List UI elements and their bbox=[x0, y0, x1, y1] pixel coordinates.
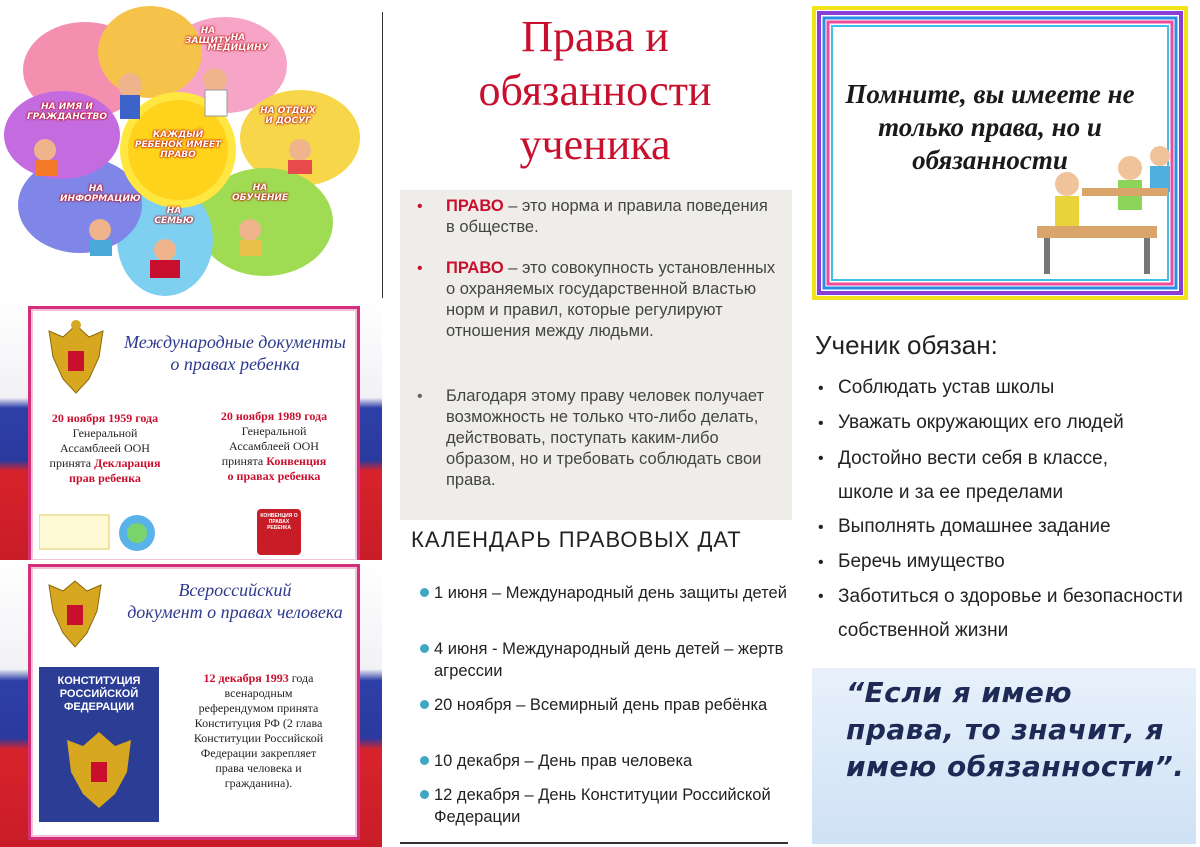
calendar-title: КАЛЕНДАРЬ ПРАВОВЫХ ДАТ bbox=[411, 527, 742, 552]
column-divider bbox=[382, 12, 383, 298]
rights-flower-illustration bbox=[0, 0, 380, 298]
bullet-icon bbox=[420, 694, 433, 716]
constitution-1993-text: 12 декабря 1993 года всенародным референдумом принята Конституция РФ (2 глава Конституции Российской Федерации закрепляет права человека и гражданина). bbox=[193, 671, 324, 790]
obligation-item: • Беречь имущество bbox=[818, 545, 1196, 580]
obligation-item: • Соблюдать устав школы bbox=[818, 371, 1196, 406]
constitution-book-cover bbox=[39, 667, 159, 822]
constitution-title: Всероссийский документ о правах человека bbox=[127, 580, 343, 622]
obligation-item: • Достойно вести себя в классе, школе и за ее пределами bbox=[818, 442, 1196, 510]
calendar-item: 20 ноября – Всемирный день прав ребёнка bbox=[420, 694, 790, 738]
constitution-slide bbox=[0, 560, 382, 847]
petal-label-medicine: НА МЕДИЦИНУ bbox=[207, 33, 269, 53]
obligation-item: • Заботиться о здоровье и безопасности собственной жизни bbox=[818, 580, 1196, 648]
bullet-icon: • bbox=[417, 198, 423, 215]
international-documents-card bbox=[28, 306, 360, 560]
reminder-text: Помните, вы имеете не только права, но и обязанности bbox=[845, 79, 1135, 175]
bullet-icon bbox=[420, 784, 433, 806]
bullet-icon: • bbox=[818, 588, 824, 605]
coat-of-arms-icon bbox=[43, 573, 107, 653]
bullet-icon: • bbox=[417, 260, 423, 277]
coat-of-arms-icon bbox=[39, 714, 159, 814]
calendar-item: 4 июня - Международный день детей – жертв агрессии bbox=[420, 638, 795, 682]
declaration-1959: 20 ноября 1959 года Генеральной Ассамблеей ООН принята Декларация прав ребенка bbox=[49, 411, 161, 485]
bottom-divider bbox=[400, 842, 788, 844]
obligation-item: • Выполнять домашнее задание bbox=[818, 510, 1196, 545]
bullet-icon: • bbox=[818, 519, 824, 536]
children-globe-icon bbox=[39, 509, 159, 553]
petal-label-protection: НА ЗАЩИТУ bbox=[185, 26, 231, 46]
calendar-item: 1 июня – Международный день защиты детей bbox=[420, 582, 795, 604]
petal-label-information: НА ИНФОРМАЦИЮ bbox=[60, 184, 141, 204]
bullet-icon: • bbox=[818, 415, 824, 432]
obligation-item: • Уважать окружающих его людей bbox=[818, 406, 1196, 441]
bullet-icon bbox=[420, 582, 433, 604]
intl-docs-title: Международные документы о правах ребенка bbox=[124, 332, 346, 374]
constitution-book-title: КОНСТИТУЦИЯ РОССИЙСКОЙ ФЕДЕРАЦИИ bbox=[57, 675, 141, 713]
obligations-title: Ученик обязан: bbox=[815, 330, 998, 360]
bullet-icon: • bbox=[818, 450, 824, 467]
constitution-card bbox=[28, 564, 360, 840]
bullet-icon: • bbox=[818, 554, 824, 571]
convention-1989: 20 ноября 1989 года Генеральной Ассамблеей ООН принята Конвенция о правах ребенка bbox=[220, 409, 328, 483]
rights-definition-2: • ПРАВО – это совокупность установленных о охраняемых государственной властью норм и правил, которые регулируют отношения между людьми. bbox=[417, 259, 776, 340]
rights-definition-3: • Благодаря этому праву человек получает возможность не только что-либо делать, действовать, поступать каким-либо образом, но и требовать соблюдать свои права. bbox=[417, 387, 765, 489]
petal-label-leisure: НА ОТДЫХ И ДОСУГ bbox=[260, 106, 316, 126]
petal-label-education: НА ОБУЧЕНИЕ bbox=[232, 183, 289, 203]
convention-book-icon: КОНВЕНЦИЯ О ПРАВАХ РЕБЕНКА bbox=[257, 509, 301, 555]
calendar-item: 10 декабря – День прав человека bbox=[420, 750, 795, 772]
international-documents-slide bbox=[0, 298, 382, 560]
rights-definitions-panel bbox=[400, 190, 792, 520]
bullet-icon bbox=[420, 750, 433, 772]
bullet-icon: • bbox=[417, 388, 423, 405]
coat-of-arms-icon bbox=[41, 317, 111, 399]
bullet-icon: • bbox=[818, 380, 824, 397]
quote-text: “Если я имею права, то значит, я имею обязанности”. bbox=[846, 676, 1185, 783]
petal-label-family: НА СЕМЬЮ bbox=[154, 206, 194, 226]
petal-label-name-citizenship: НА ИМЯ И ГРАЖДАНСТВО bbox=[26, 102, 108, 122]
page-title: Права и обязанности ученика bbox=[478, 12, 712, 169]
rights-definition-1: • ПРАВО – это норма и правила поведения в обществе. bbox=[417, 197, 768, 236]
flower-center-label: КАЖДЫЙ РЕБЕНОК ИМЕЕТ ПРАВО bbox=[134, 130, 222, 160]
bullet-icon bbox=[420, 638, 433, 660]
calendar-item: 12 декабря – День Конституции Российской Федерации bbox=[420, 784, 795, 828]
quote-banner bbox=[812, 668, 1196, 844]
